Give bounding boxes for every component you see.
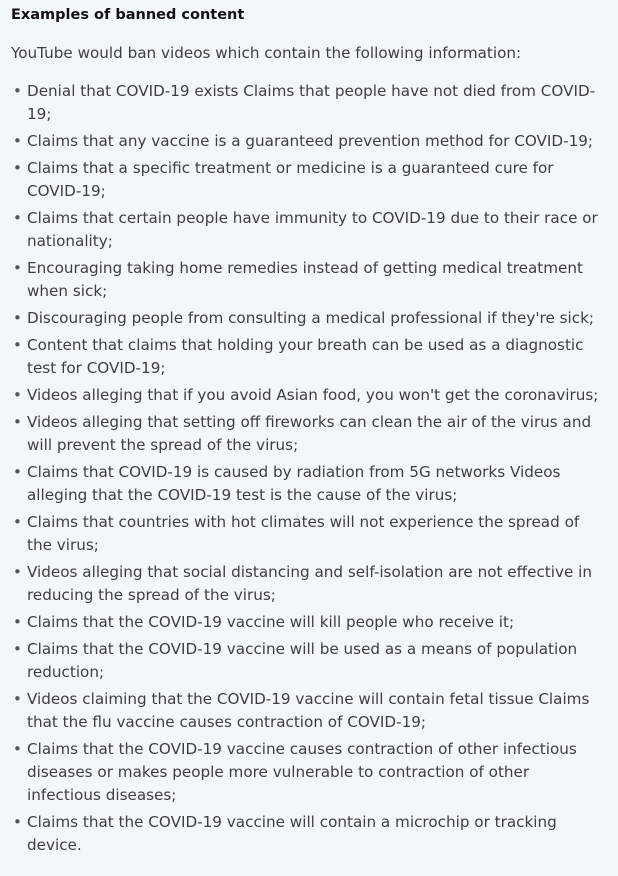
list-item-text: Claims that COVID-19 is caused by radiation from 5G networks Videos alleging that the COVID-19 test is the cause of the virus; <box>27 463 561 504</box>
list-item <box>11 411 606 457</box>
list-item <box>11 738 606 807</box>
list-item <box>11 257 606 303</box>
list-item-text: Claims that the COVID-19 vaccine causes contraction of other infectious diseases or makes people more vulnerable to contraction of other infectious diseases; <box>27 740 577 804</box>
bullet-icon: • <box>13 613 22 631</box>
bullet-icon: • <box>13 563 22 581</box>
list-item <box>11 688 606 734</box>
list-item <box>11 511 606 557</box>
list-item-text: Claims that the COVID-19 vaccine will kill people who receive it; <box>27 613 515 631</box>
list-item-text: Discouraging people from consulting a medical professional if they're sick; <box>27 309 595 327</box>
list-item <box>11 130 606 153</box>
bullet-icon: • <box>13 513 22 531</box>
bullet-icon: • <box>13 640 22 658</box>
bullet-icon: • <box>13 463 22 481</box>
list-item-text: Content that claims that holding your breath can be used as a diagnostic test for COVID-19; <box>27 336 584 377</box>
bullet-icon: • <box>13 259 22 277</box>
banned-content-list <box>11 80 606 857</box>
bullet-icon: • <box>13 309 22 327</box>
list-item <box>11 207 606 253</box>
bullet-icon: • <box>13 209 22 227</box>
list-item-text: Encouraging taking home remedies instead of getting medical treatment when sick; <box>27 259 583 300</box>
list-item-text: Claims that a specific treatment or medicine is a guaranteed cure for COVID-19; <box>27 159 554 200</box>
bullet-icon: • <box>13 413 22 431</box>
bullet-icon: • <box>13 132 22 150</box>
section-title: Examples of banned content <box>11 7 245 23</box>
bullet-icon: • <box>13 740 22 758</box>
bullet-icon: • <box>13 82 22 100</box>
bullet-icon: • <box>13 690 22 708</box>
list-item <box>11 461 606 507</box>
list-item-text: Claims that countries with hot climates will not experience the spread of the virus; <box>27 513 580 554</box>
list-item-text: Videos alleging that social distancing and self-isolation are not effective in reducing the spread of the virus; <box>27 563 592 604</box>
list-item <box>11 334 606 380</box>
list-item <box>11 157 606 203</box>
list-item-text: Claims that the COVID-19 vaccine will be used as a means of population reduction; <box>27 640 578 681</box>
list-item-text: Denial that COVID-19 exists Claims that people have not died from COVID-19; <box>27 82 596 123</box>
list-item-text: Claims that the COVID-19 vaccine will contain a microchip or tracking device. <box>27 813 557 854</box>
list-item-text: Claims that certain people have immunity to COVID-19 due to their race or nationality; <box>27 209 598 250</box>
list-item <box>11 384 606 407</box>
intro-paragraph: YouTube would ban videos which contain the following information: <box>11 44 522 62</box>
list-item-text: Claims that any vaccine is a guaranteed prevention method for COVID-19; <box>27 132 594 150</box>
list-item <box>11 307 606 330</box>
list-item <box>11 80 606 126</box>
list-item <box>11 638 606 684</box>
list-item <box>11 811 606 857</box>
list-item <box>11 611 606 634</box>
list-item-text: Videos claiming that the COVID-19 vaccine will contain fetal tissue Claims that the flu vaccine causes contraction of COVID-19; <box>27 690 590 731</box>
list-item-text: Videos alleging that setting off fireworks can clean the air of the virus and will prevent the spread of the virus; <box>27 413 592 454</box>
bullet-icon: • <box>13 386 22 404</box>
list-item <box>11 561 606 607</box>
bullet-icon: • <box>13 159 22 177</box>
bullet-icon: • <box>13 336 22 354</box>
bullet-icon: • <box>13 813 22 831</box>
list-item-text: Videos alleging that if you avoid Asian food, you won't get the coronavirus; <box>27 386 599 404</box>
